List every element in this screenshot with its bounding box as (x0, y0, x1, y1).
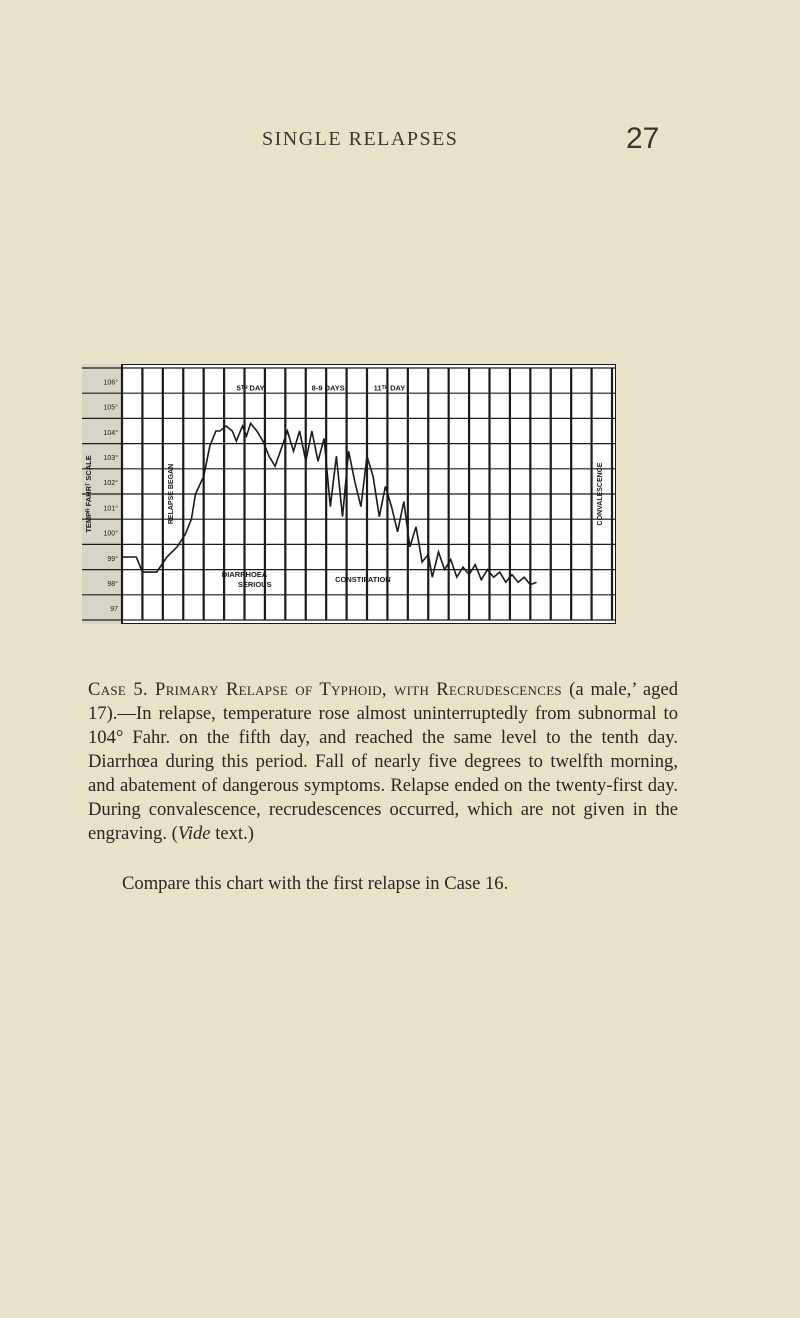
chart-annotation: 8-9 DAYS (311, 383, 345, 393)
y-tick-label: 99° (107, 555, 118, 563)
y-tick-label: 98° (107, 580, 118, 588)
chart-annotation: 5ᵀᴴ DAY (236, 383, 265, 393)
y-tick-label: 104° (103, 429, 118, 437)
y-tick-label: 97 (110, 606, 118, 614)
caption-vide-rest: text.) (210, 823, 254, 844)
running-head (0, 118, 800, 158)
y-axis-title: TEMPᴿ FAHRᵀ SCALE (84, 455, 93, 533)
y-tick-label: 105° (103, 404, 118, 412)
y-tick-label: 101° (103, 505, 118, 513)
caption-vide: Vide (177, 823, 211, 844)
temperature-chart-svg (82, 364, 616, 624)
running-title: SINGLE RELAPSES (262, 128, 459, 150)
chart-annotation: 11ᵀᴴ DAY (373, 383, 406, 393)
compare-note: Compare this chart with the first relapse in Case 16. (122, 873, 509, 894)
caption-body: (a male,’ aged 17).—In relapse, temperature rose almost uninterruptedly from subnormal to 104° Fahr. on the fifth day, and reached the same level to the tenth day. Diarrhœa during this period. Fall of nearly five degrees to twelfth morning, and abatement of dangerous symptoms. Relapse ended on the twenty-first day. During convalescence, recrudescences occurred, which are not given in the engraving. ( (88, 679, 679, 844)
y-tick-label: 102° (103, 480, 118, 488)
chart-annotation: CONVALESCENCE (596, 462, 604, 526)
y-tick-label: 100° (103, 530, 118, 538)
figure-caption (88, 678, 678, 846)
chart-annotation: CONSTIPATION (335, 575, 391, 585)
chart-annotation: DIARRHOEA (221, 570, 268, 580)
temperature-chart (82, 364, 616, 624)
y-tick-label: 103° (103, 454, 118, 462)
case-heading: Primary Relapse of Typhoid, with Recrudescences (155, 679, 562, 700)
chart-annotation: RELAPSE BEGAN (168, 463, 176, 525)
y-tick-label: 106° (103, 379, 118, 387)
chart-annotation: SERIOUS (237, 580, 272, 590)
page-number: 27 (626, 122, 660, 155)
case-label: Case 5. (88, 679, 148, 700)
